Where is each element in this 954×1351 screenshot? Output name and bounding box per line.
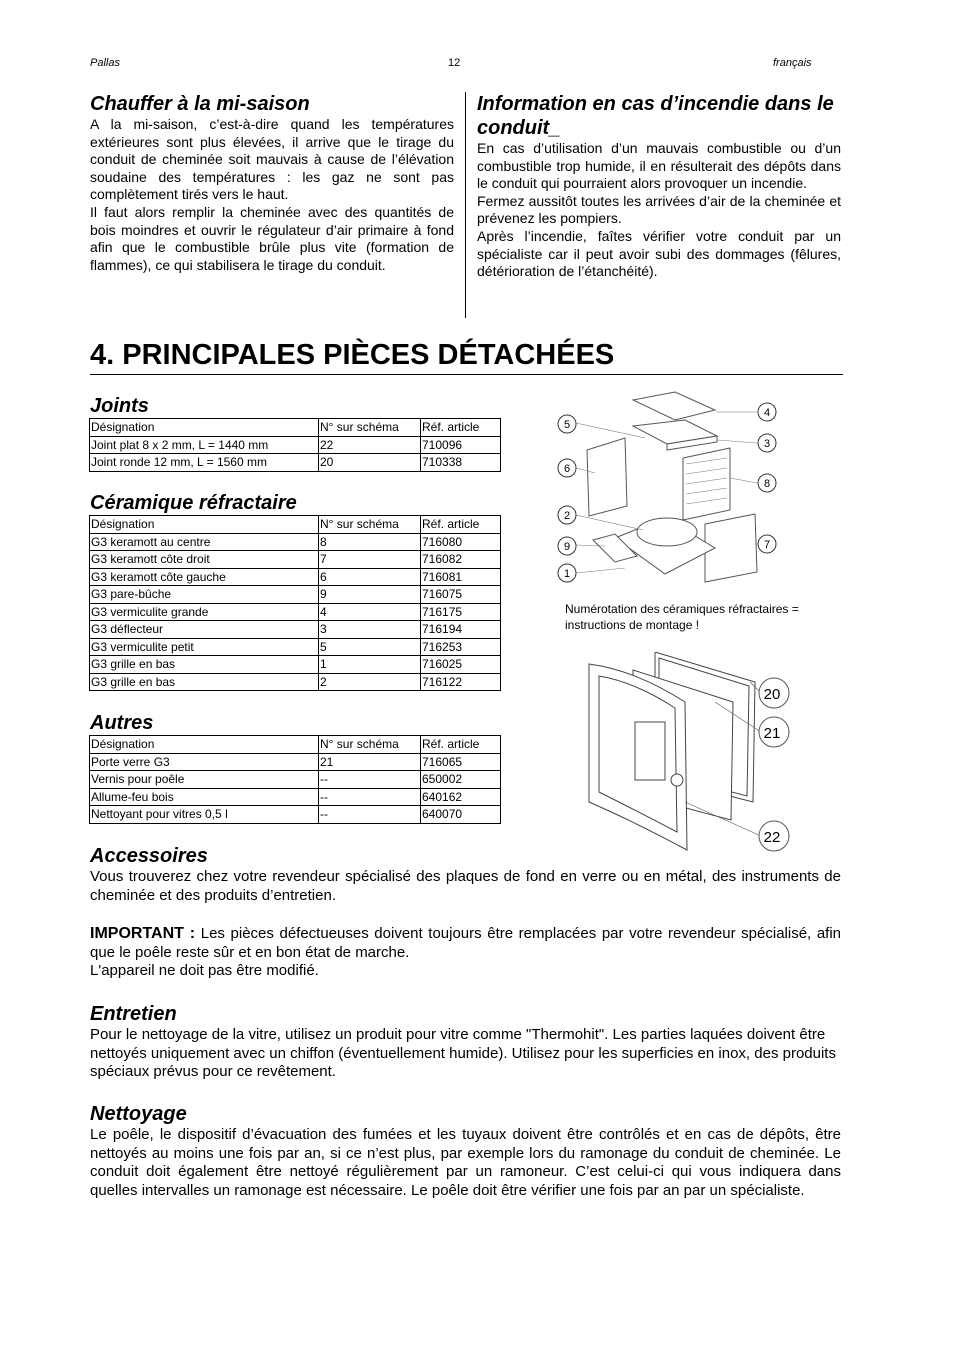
cell-number: 2 (319, 673, 421, 691)
cell-reference: 716194 (421, 621, 501, 639)
callout-label: 7 (763, 539, 771, 551)
cell-reference: 640070 (421, 806, 501, 824)
header-designation: Désignation (90, 419, 319, 437)
cell-designation: G3 pare-bûche (90, 586, 319, 604)
table-row (90, 436, 501, 454)
callout-label: 8 (763, 478, 771, 490)
cell-number: -- (319, 788, 421, 806)
cell-reference: 716081 (421, 568, 501, 586)
table-row (90, 533, 501, 551)
fire-info-paragraph-2: Fermez aussitôt toutes les arrivées d’air de la cheminée et prévenez les pompiers. (477, 192, 841, 227)
table-row (90, 621, 501, 639)
table-header-row (90, 419, 501, 437)
cell-number: 20 (319, 454, 421, 472)
cell-reference: 716065 (421, 753, 501, 771)
important-note: L'appareil ne doit pas être modifié. (90, 962, 319, 979)
door-handle-icon (671, 774, 683, 786)
mid-season-section (90, 92, 454, 274)
mid-season-paragraph-2: Il faut alors remplir la cheminée avec des quantités de bois moindres et ouvrir le régulateur d’air primaire à fond afin que le combustible brûle plus vite (formation de flammes), ce qui stabilisera le tirage du conduit. (90, 203, 454, 273)
header-number: N° sur schéma (319, 736, 421, 754)
cell-number: 7 (319, 551, 421, 569)
page-number: 12 (448, 57, 461, 69)
header-reference: Réf. article (421, 736, 501, 754)
autres-table (89, 735, 501, 824)
cell-reference: 716080 (421, 533, 501, 551)
header-number: N° sur schéma (319, 516, 421, 534)
mid-season-title: Chauffer à la mi-saison (90, 93, 310, 115)
maintenance-section (90, 1002, 841, 1082)
accessories-title: Accessoires (90, 845, 208, 867)
column-divider (465, 92, 466, 318)
accessories-section (90, 844, 841, 905)
cell-number: -- (319, 806, 421, 824)
header-designation: Désignation (90, 516, 319, 534)
cell-designation: Joint ronde 12 mm, L = 1560 mm (90, 454, 319, 472)
cleaning-section (90, 1102, 841, 1200)
caption-line-2: instructions de montage ! (565, 618, 700, 632)
fire-info-title: Information en cas d’incendie dans le conduit_ (477, 93, 834, 139)
table-row (90, 753, 501, 771)
callout-label: 9 (563, 541, 571, 553)
maintenance-text: Pour le nettoyage de la vitre, utilisez un produit pour vitre comme "Thermohit". Les parties laquées doivent être nettoyés uniquement avec un chiffon (éventuellement humide). Utilisez pour les superficies en inox, des produits spéciaux prévus pour ce revêtement. (90, 1026, 836, 1080)
cell-number: 4 (319, 603, 421, 621)
ceramics-exploded-diagram (555, 388, 785, 588)
callout-label: 2 (563, 510, 571, 522)
cell-reference: 710338 (421, 454, 501, 472)
ceramique-table (89, 515, 501, 691)
table-row (90, 454, 501, 472)
table-row (90, 586, 501, 604)
header-left: Pallas (90, 57, 120, 69)
ceramique-title: Céramique réfractaire (90, 492, 297, 514)
cell-reference: 716082 (421, 551, 501, 569)
callout-label: 4 (763, 407, 771, 419)
cell-reference: 716253 (421, 638, 501, 656)
header-designation: Désignation (90, 736, 319, 754)
important-label: IMPORTANT : (90, 925, 196, 942)
fire-info-section (477, 92, 841, 281)
cell-designation: G3 grille en bas (90, 673, 319, 691)
callout-label: 20 (763, 686, 781, 703)
door-exploded-diagram (585, 652, 800, 857)
header-reference: Réf. article (421, 419, 501, 437)
accessories-text: Vous trouverez chez votre revendeur spécialisé des plaques de fond en verre ou en métal, des instruments de cheminée et des produits d’entretien. (90, 868, 841, 904)
table-row (90, 771, 501, 789)
important-section (90, 925, 841, 981)
grate-shape (637, 518, 697, 546)
important-text: Les pièces défectueuses doivent toujours être remplacées par votre revendeur spécialisé, afin que le poêle reste sûr et en bon état de marche. (90, 925, 842, 961)
maintenance-title: Entretien (90, 1003, 177, 1025)
table-row (90, 638, 501, 656)
fire-info-paragraph-1: En cas d’utilisation d’un mauvais combustible ou d’un combustible trop humide, il en résulterait des dépôts dans le conduit qui pourraient alors provoquer un incendie. (477, 140, 841, 192)
cell-designation: G3 vermiculite grande (90, 603, 319, 621)
vermiculite-large-shape (633, 392, 715, 420)
cell-designation: Nettoyant pour vitres 0,5 l (90, 806, 319, 824)
callout-label: 5 (563, 419, 571, 431)
cell-number: 22 (319, 436, 421, 454)
joints-title: Joints (90, 395, 149, 417)
cell-designation: G3 grille en bas (90, 656, 319, 674)
cell-number: 5 (319, 638, 421, 656)
header-right: français (773, 57, 812, 69)
cell-number: -- (319, 771, 421, 789)
cell-number: 21 (319, 753, 421, 771)
table-header-row (90, 736, 501, 754)
cell-designation: G3 keramott côte gauche (90, 568, 319, 586)
table-header-row (90, 516, 501, 534)
cell-reference: 716175 (421, 603, 501, 621)
chapter-title: 4. PRINCIPALES PIÈCES DÉTACHÉES (90, 336, 843, 375)
cell-number: 3 (319, 621, 421, 639)
cell-designation: Porte verre G3 (90, 753, 319, 771)
callout-label: 22 (763, 829, 781, 846)
callout-label: 3 (763, 438, 771, 450)
cell-designation: G3 keramott au centre (90, 533, 319, 551)
callout-label: 6 (563, 463, 571, 475)
cleaning-text: Le poêle, le dispositif d’évacuation des fumées et les tuyaux doivent être contrôlés et en cas de dépôts, être nettoyés au moins une fois par an, si ce n’est plus, par exemple lors du ramonage du conduit de cheminée. Le conduit doit également être nettoyé régulièrement par un ramoneur. C’est celui-ci qui vous indiquera dans quelles intervalles un ramonage est nécessaire. Le poêle doit être vérifier une fois par an par un spécialiste. (90, 1126, 841, 1199)
header-reference: Réf. article (421, 516, 501, 534)
table-row (90, 656, 501, 674)
cell-number: 6 (319, 568, 421, 586)
cell-number: 8 (319, 533, 421, 551)
autres-title: Autres (90, 712, 154, 734)
table-row (90, 551, 501, 569)
cell-reference: 710096 (421, 436, 501, 454)
table-row (90, 788, 501, 806)
cell-reference: 716075 (421, 586, 501, 604)
cell-designation: Joint plat 8 x 2 mm, L = 1440 mm (90, 436, 319, 454)
fire-info-paragraph-3: Après l’incendie, faîtes vérifier votre conduit par un spécialiste car il peut avoir subi des dommages (fêlures, détérioration de l’étanchéité). (477, 227, 841, 280)
table-row (90, 568, 501, 586)
table-row (90, 603, 501, 621)
cell-designation: G3 vermiculite petit (90, 638, 319, 656)
joints-table (89, 418, 501, 472)
cell-designation: G3 déflecteur (90, 621, 319, 639)
header-number: N° sur schéma (319, 419, 421, 437)
cleaning-title: Nettoyage (90, 1103, 187, 1125)
table-row (90, 673, 501, 691)
cell-number: 9 (319, 586, 421, 604)
cell-reference: 650002 (421, 771, 501, 789)
cell-reference: 640162 (421, 788, 501, 806)
cell-reference: 716122 (421, 673, 501, 691)
cell-designation: Vernis pour poêle (90, 771, 319, 789)
caption-line-1: Numérotation des céramiques réfractaires = (565, 602, 799, 616)
cell-reference: 716025 (421, 656, 501, 674)
table-row (90, 806, 501, 824)
callout-label: 21 (763, 725, 781, 742)
cell-designation: G3 keramott côte droit (90, 551, 319, 569)
mid-season-paragraph-1: A la mi-saison, c’est-à-dire quand les températures extérieures sont plus élevées, il arrive que le tirage du conduit de cheminée soit mauvais à cause de l’élévation soudaine des températures : les gaz ne sont pas complètement tirés vers le haut. (90, 116, 454, 203)
cell-designation: Allume-feu bois (90, 788, 319, 806)
cell-number: 1 (319, 656, 421, 674)
diagram-caption (565, 601, 799, 633)
ceramic-left-shape (587, 438, 627, 516)
callout-label: 1 (563, 568, 571, 580)
